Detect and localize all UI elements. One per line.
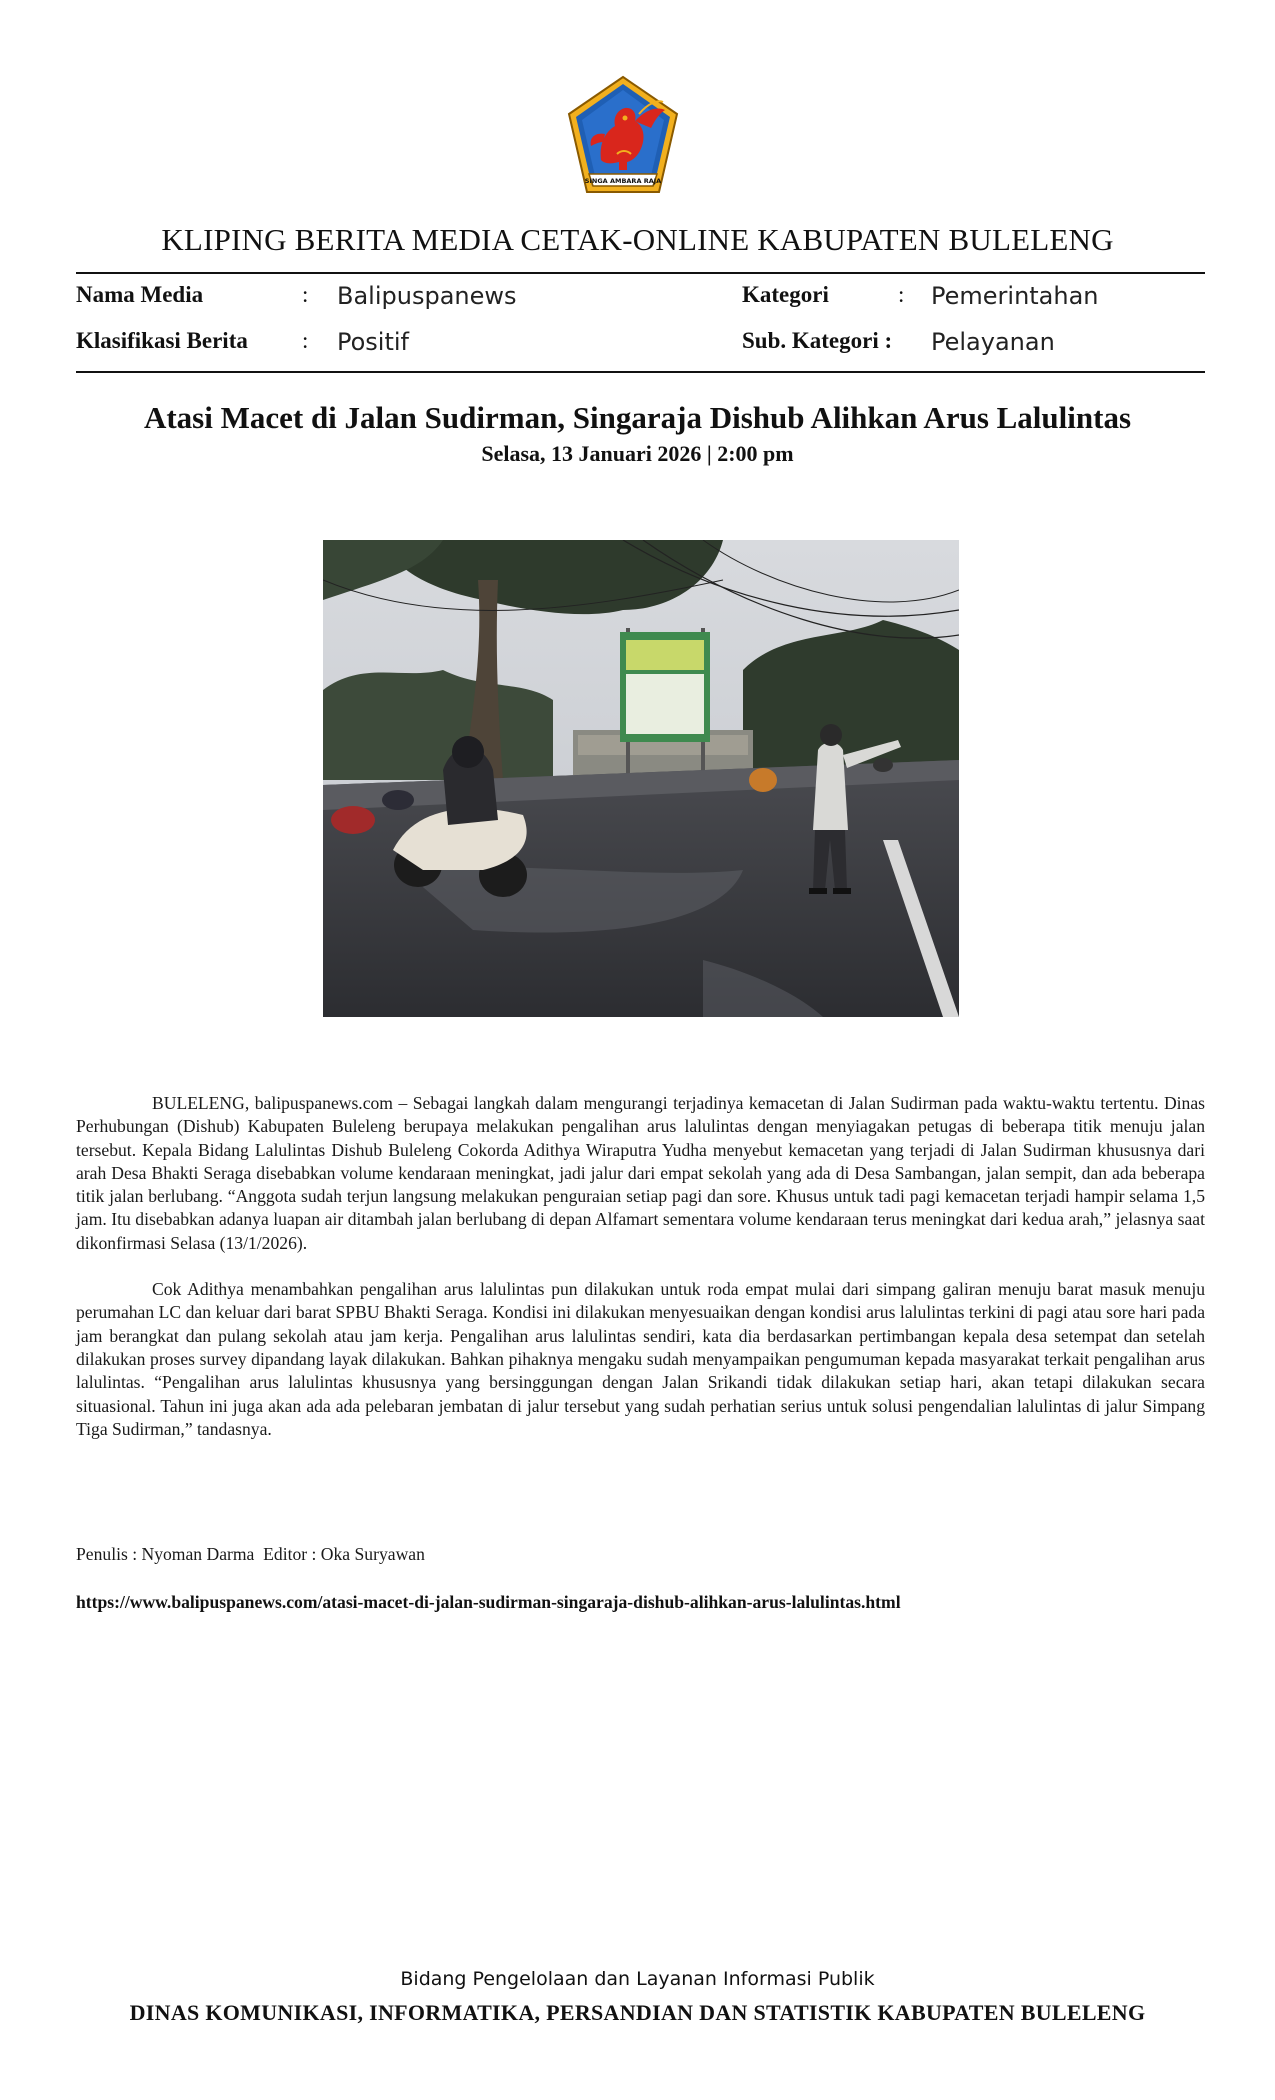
article-body [76,1092,1205,1464]
header-top-rule [76,272,1205,274]
subcategory-label: Sub. Kategori : [742,328,893,353]
media-name-label: Nama Media [76,282,204,307]
header-bottom-rule [76,371,1205,373]
article-photo [323,540,959,1017]
article-title: Atasi Macet di Jalan Sudirman, Singaraja Dishub Alihkan Arus Lalulintas [143,400,1132,435]
article-paragraph: Cok Adithya menambahkan pengalihan arus lalulintas pun dilakukan untuk roda empat mulai dari simpang galiran menuju barat masuk menuju perumahan LC dan keluar dari barat SPBU Bhakti Seraga. Kondisi ini dilakukan menyesuaikan dengan kondisi arus lalulintas terkini di pagi atau sore hari pada jam berangkat dan pulang sekolah atau jam kerja. Pengalihan arus lalulintas sendiri, kata dia berdasarkan pertimbangan kepala desa setempat dan setelah dilakukan proses survey dipandang layak dilakukan. Bahkan pihaknya mengaku sudah menyampaikan pengumuman kepada masyarakat terkait pengalihan arus lalulintas. “Pengalihan arus lalulintas khususnya yang bersinggungan dengan Jalan Srikandi tidak dilakukan setiap hari, akan tetapi dilakukan secara situasional. Tahun ini juga akan ada ada pelebaran jembatan di jalur tersebut yang sudah perhatian serius untuk solusi pengendalian lalulintas di jalur Simpang Tiga Sudirman,” tandasnya. [76,1279,1205,1439]
clipping-header-title: KLIPING BERITA MEDIA CETAK-ONLINE KABUPATEN BULELENG [161,222,1114,257]
category-colon: : [898,282,905,307]
buleleng-regency-emblem [565,74,681,198]
source-url: https://www.balipuspanews.com/atasi-macet-di-jalan-sudirman-singaraja-dishub-alihkan-arus-lalulintas.html [76,1592,901,1612]
classification-colon: : [302,328,309,353]
subcategory-value: Pelayanan [931,328,1055,356]
article-credits: Penulis : Nyoman Darma Editor : Oka Suryawan [76,1544,425,1564]
article-date: Selasa, 13 Januari 2026 | 2:00 pm [481,441,794,466]
article-paragraph: BULELENG, balipuspanews.com – Sebagai langkah dalam mengurangi terjadinya kemacetan di Jalan Sudirman pada waktu-waktu tertentu. Dinas Perhubungan (Dishub) Kabupaten Buleleng berupaya melakukan pengalihan arus lalulintas dengan menyiagakan petugas di beberapa titik menuju jalan tersebut. Kepala Bidang Lalulintas Dishub Buleleng Cokorda Adithya Wiraputra Yudha menyebut kemacetan yang terjadi di Jalan Sudirman khususnya dari arah Desa Bhakti Seraga disebabkan volume kendaraan meningkat, jadi jalur dari empat sekolah yang ada di Desa Sambangan, jalan sempit, dan ada beberapa titik jalan berlubang. “Anggota sudah terjun langsung melakukan penguraian setiap pagi dan sore. Khusus untuk tadi pagi kemacetan terjadi hampir selama 1,5 jam. Itu disebabkan adanya luapan air ditambah jalan berlubang di depan Alfamart sementara volume kendaraan terus meningkat dari kedua arah,” jelasnya saat dikonfirmasi Selasa (13/1/2026). [76,1093,1205,1253]
classification-label: Klasifikasi Berita [76,328,248,353]
media-name-value: Balipuspanews [337,282,517,310]
footer-division: Bidang Pengelolaan dan Layanan Informasi Publik [400,1968,875,1990]
category-value: Pemerintahan [931,282,1099,310]
emblem-motto: SINGA AMBARA RAJA [584,177,662,185]
footer-agency: DINAS KOMUNIKASI, INFORMATIKA, PERSANDIAN DAN STATISTIK KABUPATEN BULELENG [129,2000,1146,2025]
category-label: Kategori [742,282,829,307]
media-name-colon: : [302,282,309,307]
classification-value: Positif [337,328,409,356]
